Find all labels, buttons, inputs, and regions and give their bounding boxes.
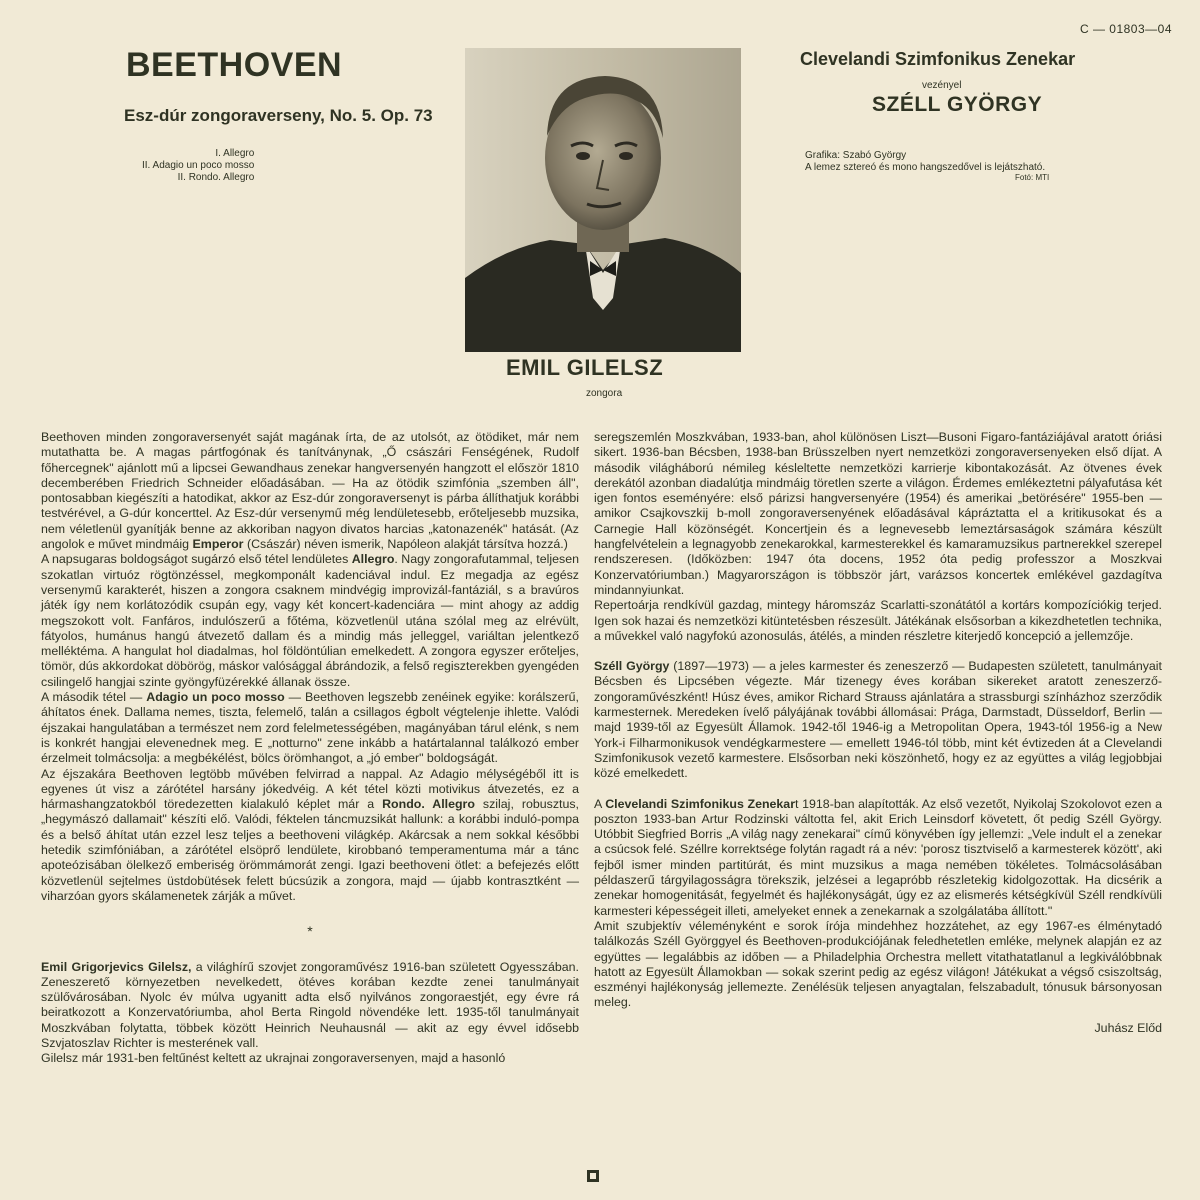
conducted-by-label: vezényel xyxy=(922,80,962,91)
paragraph: seregszemlén Moszkvában, 1933-ban, ahol különösen Liszt—Busoni Figaro-fantáziájával aratott óriási sikert. 1936-ban Bécsben, 1938-ban Brüsszelben nyert nemzetközi zongoraversenyeken első díjat. A második világháború némileg késleltette nemzetközi karrierje kibontakozását. Az ötvenes évek derekától azonban diadalútja mindmáig töretlen szerte a világon. Érdemes emlékeztetni pályafutása két igen fontos eseményére: első párizsi hangversenyére (1954) és amerikai „betörésére" 1955-ben — amikor Csajkovszkij b-moll zongoraversenyének előadásával kápráztatta el a kritikusokat és a Carnegie Hall közönségét. Koncertjein és a legnevesebb lemeztársaságok számára készült hangfelvételein a legnagyobb zenekarokkal, karmesterekkel és kamaramuzsikus partnerekkel szerepel rendszeresen. (Időközben: 1947 óta docens, 1952 óta pedig professzor a Moszkvai Konzervatóriumban.) Magyarországon is többször járt, varázsos koncertek emlékével gazdagítva mindannyiunkat. xyxy=(594,430,1162,597)
paragraph: Beethoven minden zongoraversenyét saját magának írta, de az utolsót, az ötödiket, már nem mutathatta be. A magas pártfogónak és tanítványnak, „Ő császári Fenségének, Rudolf főhercegnek" ajánlott mű a lipcsei Gewandhaus zenekar hangversenyén hangzott el először 1810 decemberében Friedrich Schneider előadásában. — Ha az ötödik szimfónia „szemben áll", pontosabban kiegészíti a hatodikat, akkor az Esz-dúr zongoraversenyt is párba állíthatjuk korábbi testvérével, a G-dúr koncerttel. Az Esz-dúr versenymű még lendületesebb, erőteljesebb muzsika, nem véletlenül gyanítják benne az akkoriban nagyon divatos harcias „katonazenék" hatását. (Az angolok e művet mindmáig Emperor (Császár) néven ismerik, Napóleon alakját társítva hozzá.) xyxy=(41,430,579,552)
section-asterisk: * xyxy=(307,923,313,940)
paragraph: A Clevelandi Szimfonikus Zenekart 1918-ban alapították. Az első vezetőt, Nyikolaj Szokolovot ezen a poszton 1933-ban Artur Rodzinski váltotta fel, akit Erich Leinsdorf követett, őt pedig Széll György. Utóbbit Siegfried Borris „A világ nagy zenekarai" című könyvében így jellemzi: „Vele indult el a zenekar a csúcsok felé. Széllre korrektsége folytán ragadt rá a név: 'porosz tisztviselő a karmesterek között', aki fejből ismer minden partitúrát, és mint muzsikus a maga nemében tökéletes. Tolmácsolásában példaszerű tárgyilagosságra törekszik, jelzései a legapróbb részletekig kidolgozottak. Ha dicsérik a zenekar homogenitását, fegyelmét és hajlékonyságát, úgy ez az elismerés kétségkívül Széll rendkívüli karmesteri képességeit illeti, amelyeket ennek a zenekarnak a szolgálatába állított." xyxy=(594,796,1162,918)
paragraph: Amit szubjektív véleményként e sorok írója mindehhez hozzátehet, az egy 1967-es élménytadó találkozás Széll Györggyel és Beethoven-produkciójának feledhetetlen emléke, melynek alapján ez az együttes — legalábbis az időben — a Philadelphia Orchestra mellett vitathatatlanul a legkiválóbbnak hatott az Egyesült Államokban — sokak szerint pedig az egész világon! Játékukat a végső csiszoltság, eszményi hajlékonyság jellemezte. Zenélésük teljesen anyagtalan, felszabadult, tónusuk bársonyosan meleg. xyxy=(594,918,1162,1010)
composer-title: BEETHOVEN xyxy=(126,46,343,84)
credits xyxy=(805,150,1049,184)
author-signature: Juhász Előd xyxy=(1094,1020,1162,1035)
work-title: Esz-dúr zongoraverseny, No. 5. Op. 73 xyxy=(124,106,433,125)
soloist-portrait-photo xyxy=(465,48,741,352)
paragraph: Az éjszakára Beethoven legtöbb művében felvirrad a nappal. Az Adagio mélységéből itt is egyenes út visz a zárótétel harsány jókedvéig. A két tétel közti motivikus átvezetés, ez a hármashangzatokból töredezetten kialakuló képlet már a Rondo. Allegro szilaj, robusztus, „hegymászó dallamait" készíti elő. Valódi, féktelen táncmuzsikát hallunk: a korábbi induló-pompa és a belső áhítat után ezzel lesz teljes a beethoveni világkép. Akárcsak a nem sokkal későbbi hetedik szimfóniában, a zárótétel elsöprő lendülete, kirobbanó temperamentuma már a tánc apoteózisában ölelkező emberiség örömmámorát zengi. Igazi beethoveni ötlet: a befejezés előtt közvetlenül sejtelmes üstdobütések felett búcsúzik a zongora, majd — újabb kontrasztként — viharzóan gyors skálamenetek zárják a művet. xyxy=(41,766,579,903)
orchestra-name: Clevelandi Szimfonikus Zenekar xyxy=(800,49,1076,69)
paragraph: Emil Grigorjevics Gilelsz, a világhírű szovjet zongoraművész 1916-ban született Ogyesszában. Zeneszerető környezetben nevelkedett, ötéves korában kezdte zenei tanulmányait szülővárosában. Nyolc év múlva ugyanitt adta első nyilvános zongoraestjét, egy évre rá beiratkozott a Konzervatóriumba, ahol Berta Ringold növendéke lett. 1935-től tanulmányait Moszkvában folytatta, többek között Heinrich Neuhausnál — akit az egy évvel idősebb Szvjatoszlav Richter is mesterének vall. xyxy=(41,959,579,1050)
movement-item: II. Rondo. Allegro xyxy=(177,172,255,183)
soloist-name: EMIL GILELSZ xyxy=(506,355,664,380)
right-text-column xyxy=(594,430,1162,1036)
movement-item: I. Allegro xyxy=(215,148,255,159)
paragraph: A második tétel — Adagio un poco mosso — Beethoven legszebb zenéinek egyike: korálszerű, áhítatos ének. Dallama nemes, tiszta, felemelő, talán a csillagos égbolt végtelenje ihlette. Valódi éjszakai hangulatában a természet nem zord felelmetességében, magányában tárul elénk, s nem is konkrét hangjai elevenednek meg. E „notturno" zene inkább a határtalannal találkozó ember érzelmeit tolmácsolja: a megbékélést, bölcs örömhangot, a „jó ember" boldogságát. xyxy=(41,690,579,766)
soloist-instrument: zongora xyxy=(586,388,623,399)
stereo-note: A lemez sztereó és mono hangszedővel is lejátszható. xyxy=(805,162,1046,173)
paragraph: Repertoárja rendkívül gazdag, mintegy háromszáz Scarlatti-szonátától a kortárs kompozíciókig terjed. Igen sok hazai és nemzetközi kitüntetésben részesült. Játékának elsősorban a kikezdhetetlen technika, a művekkel való nagyfokú azonosulás, átélés, a minden részletre kiterjedő koncepció a jellemzője. xyxy=(594,598,1162,643)
movement-list xyxy=(142,148,254,184)
paragraph: Gilelsz már 1931-ben feltűnést keltett az ukrajnai zongoraversenyen, majd a hasonló xyxy=(41,1051,506,1066)
photo-credit: Fotó: MTI xyxy=(1015,173,1050,182)
movement-item: II. Adagio un poco mosso xyxy=(142,160,255,171)
catalog-number: C — 01803—04 xyxy=(1079,22,1172,36)
paragraph: Széll György (1897—1973) — a jeles karmester és zeneszerző — Budapesten született, tanulmányait Bécsben és Lipcsében végezte. Már tizenegy éves korában sikereket aratott zeneszerző-zongoraművészként! Húsz éves, amikor Richard Strauss ajánlatára a strassburgi színházhoz szerződik karmesternek. Meredeken ívelő pályájának további állomásai: Prága, Darmstadt, Düsseldorf, Berlin — majd 1939-től az Egyesült Államok. 1942-től 1946-ig a Metropolitan Opera, 1943-tól 1956-ig a New York-i Filharmonikusok vendégkarmestere — emellett 1946-tól több, mint két évtizeden át a Clevelandi Szimfonikusok vezető karmestere. Elsősorban neki köszönhető, hogy ez az együttes a világ legjobbjai közé emelkedett. xyxy=(594,659,1162,781)
conductor-name: SZÉLL GYÖRGY xyxy=(872,93,1043,116)
portrait-illustration xyxy=(465,48,741,352)
graphics-credit: Grafika: Szabó György xyxy=(805,150,907,161)
left-text-column xyxy=(41,430,579,1067)
paragraph: A napsugaras boldogságot sugárzó első tétel lendületes Allegro. Nagy zongorafutammal, teljesen szokatlan virtuóz rögtönzéssel, megkomponált kadenciával indul. Ez megadja az egész versenymű karakterét, hiszen a zongora csaknem mindvégig improvizál-fantáziál, s a bravúros játék így nem korlátozódik csupán egy, vagy két koncert-kadenciára — mint ahogy az addig megszokott volt. Fanfáros, indulószerű a főtéma, közvetlenül utána szólal meg az elrévült, fátyolos, humánus hangú átvezető dallam és a mindig más jelleggel, variáltan jelentkező melléktéma. A hangulat hol diadalmas, hol földöntúlian emelkedett. A zongora egyszer erőteljes, tömör, dús akkordokat döbörög, máskor valósággal ábrándozik, a felső regiszterekben gyengéden csilingelő hangjai szinte gyöngyfüzérekké állanak össze. xyxy=(41,552,579,689)
publisher-logo-icon xyxy=(586,1169,600,1183)
